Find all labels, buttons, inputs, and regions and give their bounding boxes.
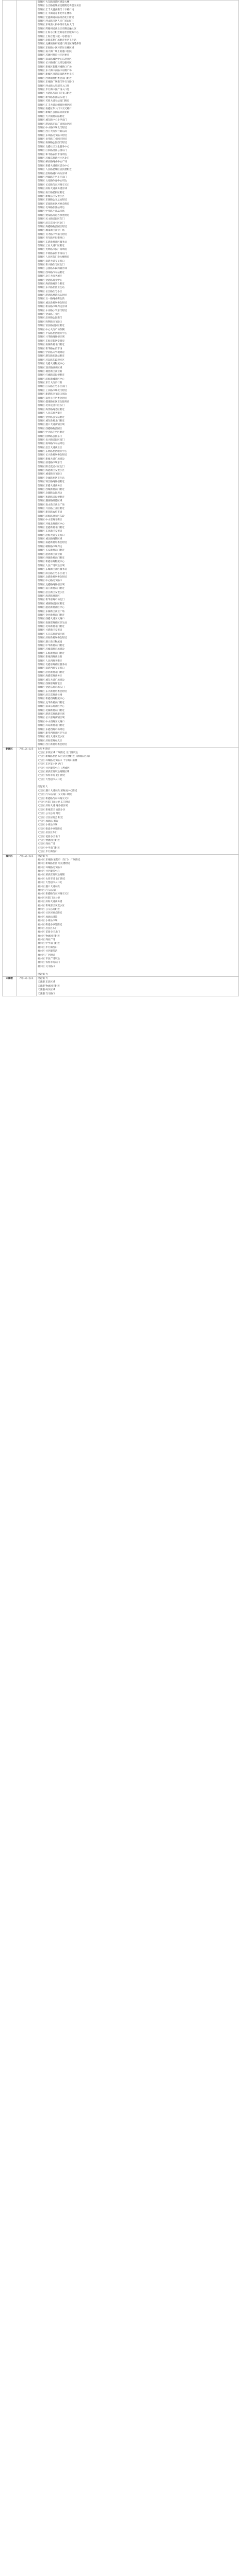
location-line: 瑞城区 北港大道物流中心 — [38, 363, 65, 366]
location-line: 瑞城区 新城区新建环城路口广场 — [38, 65, 72, 69]
location-line: 瑞城区 西山路大型超市入口处 — [38, 84, 70, 88]
location-line: 瑞城区 海港东路商务区 — [38, 675, 62, 678]
location-line: 瑞城区 东城南大街中段东北村大门 — [38, 24, 74, 27]
location-line: 瑞城区 东城新区社区服务站 — [38, 568, 67, 571]
location-line: 瑞城区 南港区东大门口交叉路口 — [38, 107, 72, 110]
location-line: 福兴区 社区居委会附近 — [38, 912, 62, 915]
table-row — [3, 747, 239, 854]
location-line: 瑞城区 锦江路商住楼附近 — [38, 481, 65, 484]
location-line: 瑞城区 新港西路物流中心 — [38, 698, 65, 701]
date-cell: 7月10日以来 — [17, 977, 37, 996]
location-line: 瑞城区 中心大街广场东侧 — [38, 328, 65, 331]
location-line: 瑞城区 育才路中学南门附近 — [38, 233, 67, 236]
location-line: 瑞城区 新华路加油站东北门 — [38, 96, 67, 99]
location-line: 瑞城区 港口新区物流园 — [38, 640, 62, 643]
location-line: 瑞城区 前进路市场东门 — [38, 462, 62, 465]
location-line: 瑞城区 城西路居民区附近 — [38, 602, 65, 605]
location-line: 福兴区 大型超市入口处 — [38, 882, 62, 885]
location-line: 瑞城区 兴华路商住楼区域 — [38, 336, 65, 339]
location-line: 瑞城区 中山路市场北门附近 — [38, 126, 67, 129]
location-line: 瑞城区 北环路加油站周边 — [38, 207, 65, 210]
location-line: 福兴区 居民区东门 — [38, 927, 58, 930]
location-line: 瑞城区 人民西路老街区 — [38, 659, 62, 663]
location-line: 瑞城区 长江路住宅小区 — [38, 290, 62, 293]
location-line: 元宝区 港口大道东段 某物流中心附近 — [38, 789, 77, 792]
location-line: 瑞城区 南门新村东门附近 — [38, 587, 65, 590]
location-line: 瑞城区 金沙新村南门附近 — [38, 614, 65, 617]
location-line: 元宝区 物流园区附近 — [38, 839, 60, 842]
location-line: 福兴区 社区服务站 — [38, 950, 58, 953]
location-line: 瑞城区 沿河路公园南门 — [38, 317, 62, 320]
location-line: 福兴区 街道办事处附近 — [38, 923, 62, 926]
location-line: 瑞城区 环城南路市场周边 — [38, 648, 65, 651]
location-line: 瑞城区 大东路沿港区建设大楼 — [38, 1, 70, 4]
location-line: 瑞城区 滨江花园小区北门 — [38, 222, 65, 225]
location-line: 天津港 交叉路口 — [38, 992, 55, 995]
location-line: 瑞城区 人民医院门诊大楼附近 — [38, 256, 70, 259]
location-line: 瑞城区 岸路嘉苑广场附近社区卫生站 — [38, 39, 76, 42]
location-list-cell — [37, 854, 239, 977]
location-line: 瑞城区 富民路居民区附近 — [38, 325, 65, 328]
location-line: 瑞城区 永安路小学东门附近 — [38, 309, 67, 312]
location-line: 瑞城区 南港大道交叉路口 — [38, 260, 65, 263]
location-line: 元宝区 加油站 周边 — [38, 820, 58, 823]
location-line: 瑞城区 东海新村南门附近 — [38, 652, 65, 655]
date-cell — [17, 1, 37, 748]
location-line: 瑞城区 迎宾路酒店区域 — [38, 366, 62, 369]
location-line: 瑞城区 滨江东路商住楼 — [38, 694, 62, 697]
location-line: 瑞城区 步行街中区广场入口处 — [38, 88, 70, 91]
location-line: 福兴区 新城路社区 居民楼附近 — [38, 862, 70, 866]
location-line: 元宝区 大型超市入口处 — [38, 778, 62, 781]
location-line: 瑞城区 西门大街步行街东段 — [38, 130, 67, 133]
location-line: 瑞城区 胜利路交叉路口 — [38, 320, 62, 324]
location-line: 瑞城区 汇丰街道办事处所在楼栋 — [38, 12, 72, 15]
location-line: 瑞城区 龙华新村南门附近 — [38, 701, 65, 704]
date-cell: 7月10日以来 — [17, 747, 37, 854]
location-line: 瑞城区 金港路商业中心 — [38, 279, 62, 282]
location-line: 瑞城区 南门路老街区附近 — [38, 191, 65, 194]
location-line: 瑞城区 五一路商业街北段 — [38, 298, 65, 301]
location-line: 瑞城区 红旗路居民楼附近 — [38, 374, 65, 377]
location-line: 瑞城区 阳光花园小区北门 — [38, 465, 65, 468]
location-line: 瑞城区 和平路农贸市场周边 — [38, 153, 67, 156]
location-line: 瑞城区 西港大道交叉路口 — [38, 618, 65, 621]
location-line: 瑞城区 新港东路物流中心 — [38, 561, 65, 564]
location-line: 招远镇 大 — [38, 855, 48, 858]
schedule-table — [2, 0, 239, 996]
location-line: 瑞城区 港北新村社区中心 — [38, 606, 65, 609]
location-line: 元宝区 花园小区北门 — [38, 835, 60, 838]
location-line: 元宝区 新城路社区 A 区居民楼附近（新城东区域） — [38, 755, 91, 758]
location-line: 瑞城区 金山路工业区 — [38, 313, 60, 316]
location-line: 瑞城区 海湾路观景区 — [38, 595, 60, 598]
location-line: 瑞城区 滨海东路观光区 — [38, 739, 62, 742]
location-line: 瑞城区 城北大道安置小区 — [38, 736, 65, 739]
location-line: 瑞城区 西湖新村南门附近 — [38, 557, 65, 560]
location-line: 瑞城区 南山路城区中心东港社区 — [38, 58, 72, 61]
location-line: 元宝区 小商品市场 — [38, 824, 58, 827]
location-line: 瑞城区 南山东路社区中心 — [38, 705, 65, 708]
location-line: 瑞城区 西湖东路住宅区 — [38, 682, 62, 685]
location-line: 瑞城区 东城路广场南门外交叉路口 — [38, 81, 74, 84]
location-line: 瑞城区 朝阳路市场周边 — [38, 545, 62, 548]
location-line: 瑞城区 上海百货大厦一号楼北门 — [38, 35, 72, 38]
location-line: 瑞城区 园林路公园东门 — [38, 435, 62, 438]
location-line: 瑞城区 江东路住宅小区南门 — [38, 385, 67, 388]
location-line: 瑞城区 新港路交叉路口周边 — [38, 393, 67, 396]
region-cell: 天津港 — [3, 977, 17, 996]
region-cell: 福兴区 — [3, 854, 17, 977]
location-line: 元宝区 农贸市场 北门附近 — [38, 774, 66, 777]
location-line: 天津港 物流园区附近 — [38, 985, 60, 988]
location-line: 天津港 码头区域 — [38, 989, 55, 992]
location-line: 元宝区 步行街西口 — [38, 851, 58, 854]
location-line: 瑞城区 沿海大道交叉路口 — [38, 534, 65, 537]
location-line: 瑞城区 新城区沿港路南路乡村小区 — [38, 73, 74, 76]
location-line: 瑞城区 西城新村南门附近 — [38, 488, 65, 491]
location-line: 瑞城区 城西新区商业街 — [38, 370, 62, 373]
location-line: 瑞城区 和谐路居民楼附近 — [38, 496, 65, 499]
location-line: 福兴区 农贸市场 北门附近 — [38, 877, 66, 880]
location-line: 瑞城区 港湾东路渔港区域 — [38, 713, 65, 716]
location-line: 瑞城区 环城北路社区中心 — [38, 522, 65, 526]
location-line: 瑞城区 公园路东段商铺区域 — [38, 267, 67, 270]
location-line: 瑞城区 丰收路农贸市场东门 — [38, 252, 67, 255]
location-line: 元宝区 滨海大道 商务楼区域 — [38, 805, 68, 808]
location-line: 福兴区 滨海大道商务楼 — [38, 901, 62, 904]
location-line: 瑞城区 环岛新村北门附近 — [38, 724, 65, 727]
location-line: 瑞城区 兴港新区安置房 — [38, 629, 62, 632]
location-line: 瑞城区 环岛路东段观光区 — [38, 359, 65, 362]
table-body — [3, 1, 239, 996]
location-line: 元宝区 公交总站 附近 — [38, 812, 61, 816]
location-line: 福兴区 新港路与东环路交叉口 — [38, 893, 70, 896]
location-line: 瑞城区 新华东路市场北门 — [38, 599, 65, 602]
location-line: 瑞城区 东兴新村居委会附近 — [38, 690, 67, 693]
location-line: 瑞城区 北环新村北门附近 — [38, 625, 65, 629]
location-line: 瑞城区 新兴路住宅区北门 — [38, 263, 65, 266]
location-line: 瑞城区 中兴路住宅区附近 — [38, 431, 65, 434]
location-line: 福兴区 环城路交叉路口 — [38, 866, 62, 869]
location-line: 瑞城区 长江东路商铺区域 — [38, 633, 65, 636]
location-line: 瑞城区 南港西路交叉路口 — [38, 667, 65, 670]
location-line: 瑞城区 文化路体育中心周边 — [38, 180, 67, 183]
region-cell — [3, 1, 17, 748]
location-line: 瑞城区 新城区公园路段商业街 — [38, 111, 70, 114]
location-line — [38, 782, 237, 785]
location-line: 元宝区 某酒店及周边商铺区域 — [38, 770, 70, 773]
location-line: 福兴区 步行街西口 — [38, 946, 58, 949]
location-line: 福兴区 加油站周边 — [38, 916, 58, 919]
location-line: 瑞城区 光明路市民广场周边 — [38, 248, 67, 251]
location-line: 瑞城区 沿河新村北门附近 — [38, 671, 65, 674]
location-line: 瑞城区 滨海大道商务楼区域 — [38, 188, 67, 191]
location-line: 瑞城区 解放路商业中心广场 — [38, 161, 67, 164]
location-line: 瑞城区 人民东路老街区 — [38, 412, 62, 415]
location-line: 瑞城区 海港新区安置小区 — [38, 469, 65, 472]
location-line: 瑞城区 南环路汽车站周边 — [38, 443, 65, 446]
location-line: 瑞城区 新安路市场周边区域 — [38, 306, 67, 309]
location-line: 元宝区 医院门诊大楼 东门附近 — [38, 801, 70, 804]
location-line: 瑞城区 汇丰大厦东侧商住楼区域 — [38, 104, 72, 107]
location-line: 瑞城区 东港新村社区服务站 — [38, 241, 67, 244]
location-line: 瑞城区 苏源村附近社区居委会 — [38, 54, 70, 57]
location-line: 瑞城区 东兴路社区卫生站 — [38, 286, 65, 290]
location-line: 瑞城区 工农路市场北门附近 — [38, 389, 67, 392]
location-line: 瑞城区 南苑小区居委会附近 — [38, 397, 67, 400]
location-line: 瑞城区 江滨路沿江公园东门 — [38, 149, 67, 152]
location-line: 福兴区 厂区附近 — [38, 954, 55, 957]
location-line: 招远镇 大 — [38, 977, 48, 980]
location-line: 瑞城区 南湖新村北门附近 — [38, 344, 65, 347]
location-line: 瑞城区 港湾新区商业街 — [38, 553, 62, 556]
location-line: 福兴区 社区服务中心 — [38, 870, 60, 873]
location-line: 瑞城区 西环路汽车站附近 — [38, 271, 65, 274]
location-line: 瑞城区 北港东路社区服务站 — [38, 663, 67, 666]
location-line: 瑞城区 新民路农贸市场 — [38, 511, 62, 514]
location-line: 瑞城区 兴港路与南门交叉口附近 — [38, 92, 72, 95]
location-line: 瑞城区 芙蓉大道车站南门附近 — [38, 100, 70, 103]
location-line: 瑞城区 龙港路商住楼区域 — [38, 583, 65, 586]
location-line: 瑞城区 南山新区商业广场 — [38, 503, 65, 506]
location-line: 瑞城区 幸福路社区卫生站 — [38, 477, 65, 480]
location-line: 元宝区 社区服务中心（老城区） — [38, 767, 72, 770]
location-line: 瑞城区 海港路物流园区附近 — [38, 226, 67, 229]
location-line: 瑞城区 新华路农贸市场 — [38, 347, 62, 350]
location-line: 瑞城区 西郊镇村村委会南门附近 — [38, 77, 72, 80]
location-line: 瑞城区 南大街广场上的港口医院 — [38, 50, 72, 54]
location-line: 瑞城区 沿江大道商业区 — [38, 446, 62, 449]
location-line: 瑞城区 北湖新村东门附近 — [38, 709, 65, 712]
location-line: 瑞城区 城南新区商业广场 — [38, 229, 65, 232]
location-line: 瑞城区 东海岸新区安置房 — [38, 340, 65, 343]
location-line: 瑞城区 花园路社区居委会附近 — [38, 202, 70, 206]
location-line: 元宝区 居民区东门 — [38, 832, 58, 835]
region-cell: 朝晖区 — [3, 747, 17, 854]
location-line: 元宝区 东段区域 广场附近 北门及周边 — [38, 751, 78, 754]
location-line: 瑞城区 汇海小区附近街道社区服务中心 — [38, 31, 79, 35]
location-line: 瑞城区 海景路商务区附近 — [38, 408, 65, 411]
location-line: 瑞城区 城东新村北门附近 — [38, 419, 65, 422]
location-line: 瑞城区 西山路市区人民广场(北门) — [38, 20, 74, 23]
location-line: 瑞城区 东风路交叉路口附近 — [38, 134, 67, 137]
location-line: 天津港 东段区域 — [38, 981, 55, 984]
location-line: 瑞城区 城南路交叉路口 — [38, 473, 62, 476]
location-line: 瑞城区 辉路田园商业区东侧金融社区 — [38, 27, 76, 30]
table-row — [3, 1, 239, 748]
location-line: 瑞城区 北港社区卫生服务中心 — [38, 145, 70, 148]
location-line: 福兴区 中学南门附近 — [38, 942, 60, 945]
location-line: 元宝区 街道办事处附近 — [38, 827, 62, 831]
location-line: 瑞城区 东海路小区环形住宅楼区域 — [38, 46, 74, 49]
location-line: 瑞城区 平安路社区服务中心 — [38, 332, 67, 335]
location-line: 瑞城区 新城西路商业街 — [38, 656, 62, 659]
location-line: 瑞城区 港湾路渔港码头附近 — [38, 294, 67, 297]
location-line: 瑞城区 中华新村东门附近 — [38, 645, 65, 648]
location-line: 瑞城区 东湖新区商业广场 — [38, 610, 65, 613]
location-line: 瑞城区 龙华路工业园区附近 — [38, 138, 67, 141]
location-line: 瑞城区 海滨路观景台附近 — [38, 282, 65, 285]
location-line: 瑞城区 南港新村居委会附近 — [38, 541, 67, 545]
location-line: 瑞城区 汇丰大厦西南门十字路口岗 — [38, 8, 74, 11]
location-line: 瑞城区 港东路加油站附近 — [38, 355, 65, 358]
location-line: 瑞城区 中山西路交叉路口 — [38, 720, 65, 723]
location-line: 瑞城区 古丘路名城居民楼附近鸡蛋交易区 — [38, 5, 82, 8]
location-line: 瑞城区 金港东路市场东门 — [38, 686, 65, 689]
location-line: 瑞城区 新城大道广场周边 — [38, 457, 65, 461]
location-line: 瑞城区 东大街中南路口东侧广场 — [38, 70, 72, 73]
location-line: 瑞城区 民主路居民区东门 — [38, 218, 65, 221]
location-line: 福兴区 汽车站南门 — [38, 889, 58, 892]
location-line: 元宝区 新港路与东环路交叉口 — [38, 797, 70, 800]
location-line: 瑞城区 北港新村居委会附近 — [38, 575, 67, 579]
location-line: 瑞城区 城东路中心小学南门 — [38, 119, 67, 122]
location-line: 瑞城区 滨海新城社区中心 — [38, 378, 65, 381]
location-line: 福兴区 物流园区附近 — [38, 935, 60, 938]
location-line: 瑞城区 北湖路公园周边 — [38, 492, 62, 495]
location-line: 招远镇 大 — [38, 786, 48, 789]
location-line: 瑞城区 西门新村居委会附近 — [38, 743, 67, 747]
location-line: 瑞城区 南湖东路社区卫生站 — [38, 621, 67, 624]
location-line: 福兴区 交叉路口 — [38, 965, 55, 968]
location-line: 瑞城区 环城东路新村小区北门 — [38, 157, 70, 160]
location-line: 元宝区 环城路交叉路口 十字路口南侧 — [38, 759, 77, 762]
location-line: 元宝区 新城东区 安置小区 — [38, 808, 66, 811]
location-line: 瑞城区 城东大道广场周边 — [38, 679, 65, 682]
location-line: 元宝区 中学南门附近 — [38, 846, 60, 850]
location-line: 瑞城区 长兴路道口及周边服务区 — [38, 62, 72, 65]
location-line: 瑞城区 新港大道社区活动中心 — [38, 164, 70, 167]
location-line: 瑞城区 沿海路港口码头区域 — [38, 172, 67, 175]
location-line: 瑞城区 中心路交叉路口 — [38, 580, 62, 583]
location-line: 瑞城区 长安路与东环路交叉口 — [38, 183, 70, 187]
location-line: 瑞城区 宏盛街道东路段西北门附近 — [38, 16, 74, 19]
location-line: 瑞城区 城北路商铺区域 — [38, 538, 62, 541]
location-line: 瑞城区 沿江新区安置小区 — [38, 591, 65, 594]
location-line: 瑞城区 新城东区安置小区 — [38, 195, 65, 198]
location-line: 瑞城区 复兴路居民区南门 — [38, 438, 65, 442]
location-line: 七里乡 附近 — [38, 748, 51, 751]
location-line: 福兴区 公交总站附近 — [38, 908, 60, 911]
location-line: 瑞城区 港口大道商铺区域 — [38, 423, 65, 427]
location-line: 瑞城区 学府路大学城周边 — [38, 351, 65, 354]
location-line: 瑞城区 港北路环岛广场周边区域 — [38, 123, 72, 126]
location-line: 瑞城区 北门大街老城区 — [38, 275, 62, 278]
location-line: 瑞城区 北岸花园小区东门 — [38, 404, 65, 408]
location-line: 瑞城区 人民路老城区居民楼附近 — [38, 168, 72, 172]
location-line: 瑞城区 东明路社区服务中心 — [38, 450, 67, 453]
location-line: 瑞城区 西湖路住宅小区南门 — [38, 176, 67, 179]
location-line: 福兴区 港口大道东段 — [38, 885, 60, 888]
location-line: 元宝区 商业广场 — [38, 843, 55, 846]
location-list-cell — [37, 977, 239, 996]
location-line: 瑞城区 新华西路社区卫生站 — [38, 732, 67, 735]
location-line: 瑞城区 西港路物流园区 — [38, 427, 62, 430]
location-line: 瑞城区 金沙路公交站附近 — [38, 416, 65, 419]
location-line: 瑞城区 金港新村北门附近 — [38, 526, 65, 529]
table-row — [3, 854, 239, 977]
date-cell: 7月10日以来 — [17, 854, 37, 977]
location-line: 瑞城区 东港大道商务区 — [38, 484, 62, 487]
location-line: 瑞城区 东门大街步行街 — [38, 382, 62, 385]
location-line: 瑞城区 港西路渔港区域 — [38, 500, 62, 503]
location-line: 瑞城区 健康路社区卫生服务站 — [38, 401, 70, 404]
location-line: 瑞城区 长兴东路商铺区域 — [38, 717, 65, 720]
location-line: 福兴区 小商品市场 — [38, 920, 58, 923]
location-line: 福兴区 新城东区安置小区 — [38, 904, 65, 907]
location-line: 瑞城区 长兴新村居委会附近 — [38, 454, 67, 457]
location-line: 福兴区 医院门诊大楼 — [38, 896, 60, 900]
location-line: 瑞城区 青年路步行街西口 — [38, 237, 65, 240]
location-line: 元宝区 社区居委会 附近 — [38, 816, 63, 819]
location-line: 元宝区 汽车站南门 交叉路口附近 — [38, 793, 73, 796]
location-line: 瑞城区 城北新村居委会附近 — [38, 301, 67, 304]
location-line: 福兴区 东城路 某超市（东门） 广场附近 — [38, 858, 81, 861]
location-line — [38, 969, 237, 972]
location-line: 瑞城区 中山东路老街区 — [38, 519, 62, 522]
location-line: 福兴区 商业广场 — [38, 939, 55, 942]
location-line: 福兴区 某酒店及周边商铺 — [38, 874, 65, 877]
location-line: 福兴区 农贸市场东门 — [38, 961, 60, 964]
location-line: 瑞城区 长安新村东门附近 — [38, 549, 65, 552]
location-list-cell — [37, 1, 239, 748]
location-line: 瑞城区 滨海路观光区东段 — [38, 515, 65, 518]
location-line: 瑞城区 人民广场周边区域 — [38, 564, 65, 567]
location-line: 瑞城区 东风新区安置房 — [38, 530, 62, 533]
location-line: 瑞城区 建设路街道办事处附近 — [38, 214, 70, 217]
location-line: 瑞城区 东湖路公交总站附近 — [38, 199, 67, 202]
location-list-cell — [37, 747, 239, 854]
location-line: 瑞城区 南湖路公园西门附近 — [38, 142, 67, 145]
location-line: 瑞城区 滨江路住宅小区北门 — [38, 572, 67, 575]
location-line: 瑞城区 兴业路工业区附近 — [38, 507, 65, 510]
location-line: 瑞城区 工业大道厂区附近 — [38, 245, 65, 247]
location-line: 福兴区 市民广场周边 — [38, 958, 60, 961]
table-row — [3, 977, 239, 996]
location-line: 瑞城区 滨海新村居委会附近 — [38, 637, 67, 640]
location-line: 元宝区 东区某小区 西门 — [38, 763, 63, 766]
location-line: 瑞城区 中华路小商品市场 — [38, 210, 65, 213]
location-line: 瑞城区 大兴镇村东路附近 — [38, 115, 65, 118]
location-line: 瑞城区 东港西路市场周边 — [38, 728, 65, 731]
location-line: 福兴区 花园小区北门 — [38, 931, 60, 934]
location-line: 招远镇 大 — [38, 973, 48, 976]
location-line: 瑞城区 龙溪镇石码镇道口到北区路延伸段 — [38, 43, 82, 46]
